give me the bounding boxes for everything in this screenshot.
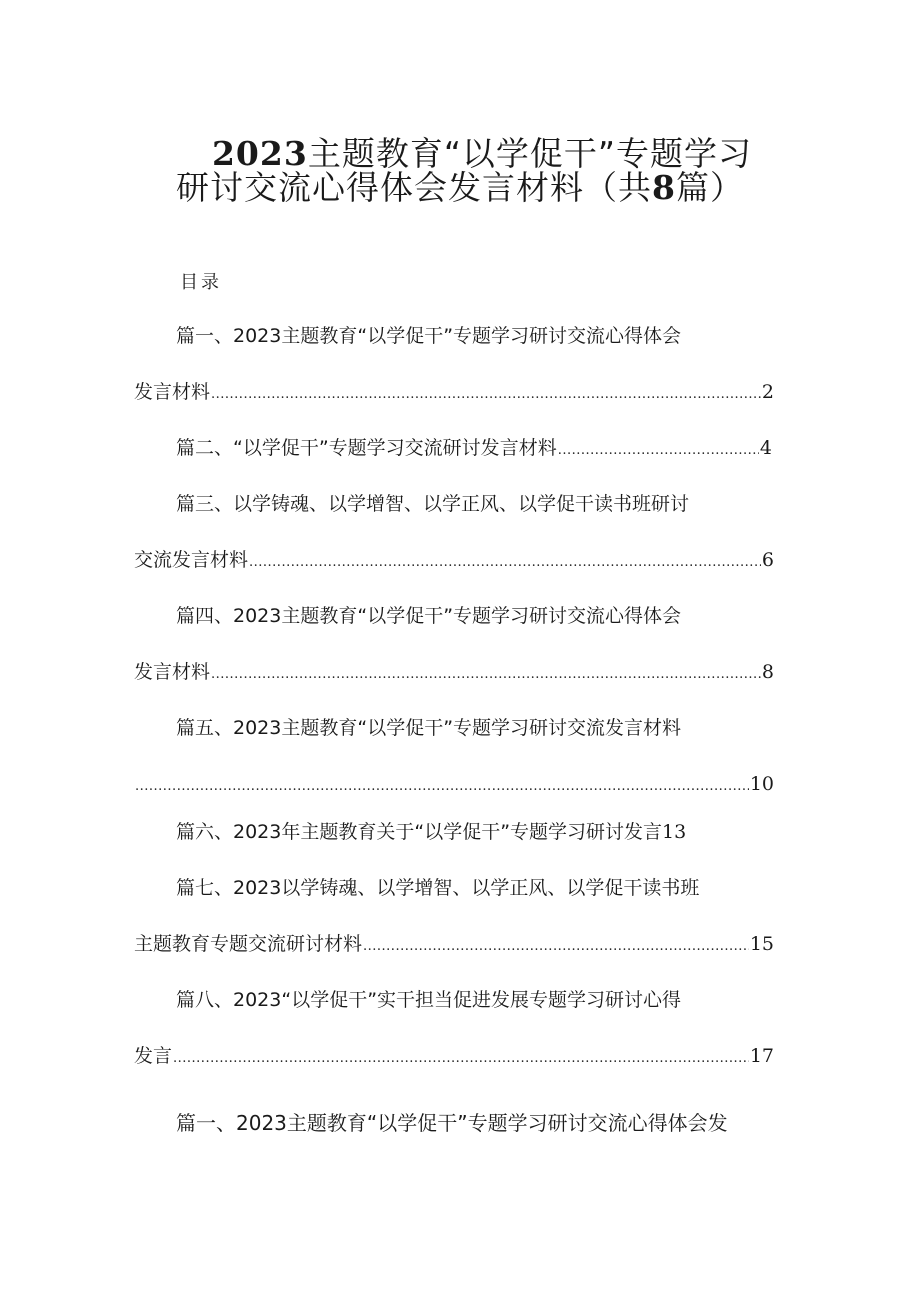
toc-entry-8-line2[interactable]: 发言 ..... 17 (134, 1042, 774, 1073)
toc-page-number: 10 (749, 773, 774, 795)
dot-leader (211, 381, 761, 409)
toc-page-number: 17 (749, 1045, 774, 1067)
first-section-heading: 篇一、2023主题教育“以学促干”专题学习研讨交流心得体会发 (176, 1111, 728, 1135)
dot-leader (173, 1045, 749, 1073)
toc-page-number: 6 (761, 549, 774, 571)
toc-entry-3-line1[interactable]: 篇三、以学铸魂、以学增智、以学正风、以学促干读书班研讨 (176, 493, 690, 515)
dot-leader (211, 661, 761, 689)
title-line-1: 2023主题教育“以学促干”专题学习 (211, 134, 753, 173)
toc-entry-7-line1[interactable]: 篇七、2023以学铸魂、以学增智、以学正风、以学促干读书班 (176, 877, 700, 899)
toc-entry-6-line1[interactable]: 篇六、2023年主题教育关于“以学促干”专题学习研讨发言13 (176, 821, 687, 843)
dot-leader (363, 933, 749, 961)
toc-entry-5-line2[interactable] (134, 770, 774, 801)
toc-entry-3-line2[interactable]: 交流发言材料 ..... 6 (134, 546, 774, 577)
document-title (0, 0, 920, 240)
toc-entry-4-line1[interactable]: 篇四、2023主题教育“以学促干”专题学习研讨交流心得体会 (176, 605, 682, 627)
dot-leader (249, 549, 761, 577)
dot-leader (558, 437, 759, 465)
toc-page-number: 13 (662, 821, 687, 843)
dot-leader (135, 773, 749, 801)
toc-page-number: 2 (761, 381, 774, 403)
toc-entry-8-line1[interactable]: 篇八、2023“以学促干”实干担当促进发展专题学习研讨心得 (176, 989, 682, 1011)
toc-entry-1-line1[interactable]: 篇一、2023主题教育“以学促干”专题学习研讨交流心得体会 (176, 325, 682, 347)
toc-page-number: 8 (761, 661, 774, 683)
toc-entry-7-line2[interactable]: 主题教育专题交流研讨材料 ..... 15 (134, 930, 774, 961)
toc-entry-4-line2[interactable]: 发言材料 ..... 8 (134, 658, 774, 689)
toc-page-number: 4 (759, 437, 772, 459)
toc-heading: 目录 (180, 272, 222, 293)
toc-entry-5-line1[interactable]: 篇五、2023主题教育“以学促干”专题学习研讨交流发言材料 (176, 717, 682, 739)
toc-entry-1-line2[interactable]: 发言材料 ..... 2 (134, 378, 774, 409)
toc-page-number: 15 (749, 933, 774, 955)
toc-entry-2-line1[interactable]: 篇二、“以学促干”专题学习交流研讨发言材料 ..... 4 (176, 434, 772, 465)
title-line-2: 研讨交流心得体会发言材料（共8篇） (176, 168, 744, 207)
